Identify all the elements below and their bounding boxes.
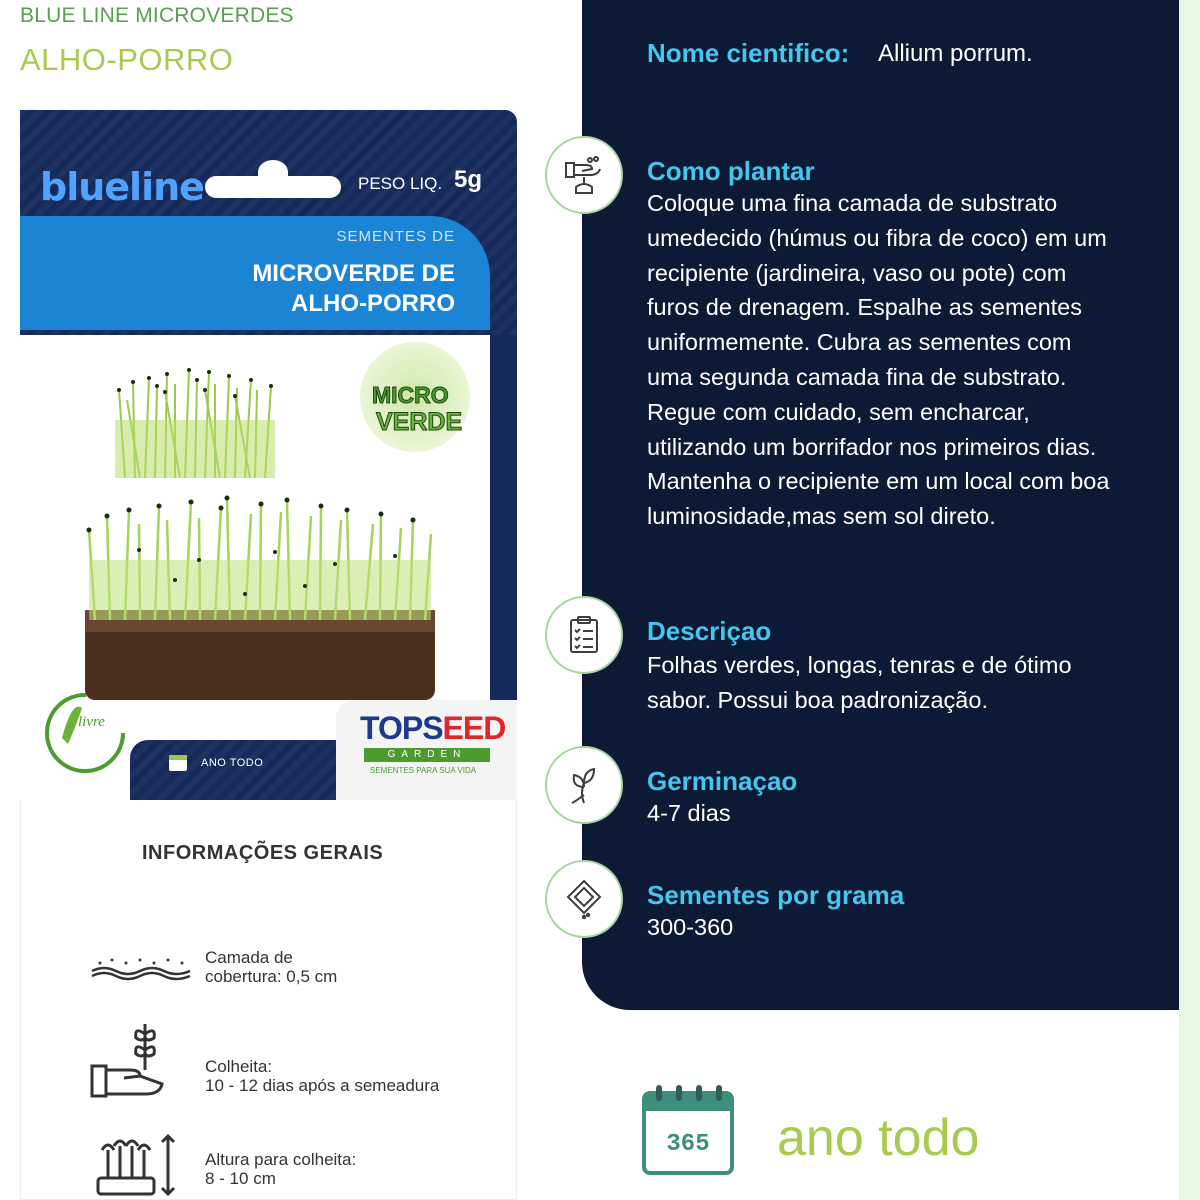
section-body-how-to-plant: Coloque uma fina camada de substrato umedecido (húmus ou fibra de coco) em um recipiente (jardineira, vaso ou pote) com furos de drenagem. Espalhe as sementes uniformemente. Cubra as sementes com uma segunda camada fina de substrato. Regue com cuidado, sem encharcar, utilizando um borrifador nos primeiros dias. Mantenha o recipiente em um local com boa luminosidade,mas sem sol direto. [647,190,1110,530]
section-heading-seeds-per-gram: Sementes por grama [647,880,905,910]
package-name-line1: MICROVERDE DE [252,260,455,287]
section-heading-description: Descriçao [647,616,772,646]
right-edge-strip [1179,0,1200,1200]
germination-icon-badge [545,746,623,824]
seeds-per-gram-icon-badge [545,860,623,938]
info-row-harvest-line1: Colheita: [205,1057,273,1076]
package-hanger-slot [205,176,341,198]
clipboard-list-icon [564,615,604,655]
seed-packet-icon [564,879,604,919]
info-row-coverage-line2: cobertura: 0,5 cm [205,967,338,986]
general-info-title: INFORMAÇÕES GERAIS [142,842,384,864]
package-calendar-icon [168,752,188,772]
harvest-hand-icon [90,1020,170,1102]
season-label: ano todo [777,1109,980,1167]
product-package-image [20,110,517,800]
info-row-height-line1: Altura para colheita: [205,1150,357,1169]
section-body-seeds-per-gram: 300-360 [647,914,734,940]
info-row-coverage [205,948,337,986]
maker-sub-label: GARDEN [364,748,490,762]
page-title: ALHO-PORRO [20,42,234,77]
microverde-badge-line2: VERDE [376,408,463,436]
maker-logo-part-a: TOPS [360,710,443,746]
info-row-height [205,1150,356,1188]
free-of-pesticides-badge-icon [42,690,128,776]
info-row-height-line2: 8 - 10 cm [205,1169,276,1188]
sprouts-small-image [105,360,285,480]
info-row-coverage-line1: Camada de [205,948,293,967]
scientific-name-value: Allium porrum. [878,40,1033,67]
description-icon-badge [545,596,623,674]
planting-hand-icon [564,155,604,195]
free-badge-label: livre [78,714,105,730]
scientific-name-label: Nome cientifico: [647,38,850,68]
calendar-365-icon [640,1083,736,1177]
section-heading-germination: Germinaçao [647,766,798,796]
maker-tagline: SEMENTES PARA SUA VIDA [370,766,477,775]
package-seeds-of: SEMENTES DE [336,228,455,245]
soil-layer-icon [90,955,194,981]
package-name-line2: ALHO-PORRO [291,290,455,317]
calendar-365-number: 365 [666,1131,710,1158]
sprouts-tray-image [75,490,445,705]
package-season-label: ANO TODO [201,757,264,769]
section-heading-how-to-plant: Como plantar [647,156,815,186]
package-weight-label: PESO LIQ. [358,174,443,193]
info-row-harvest [205,1057,439,1095]
planting-icon-badge [545,136,623,214]
height-tray-icon [96,1132,180,1198]
info-row-harvest-line2: 10 - 12 dias após a semeadura [205,1076,440,1095]
sprout-icon [564,765,604,805]
microverde-badge-line1: MICRO [372,382,449,408]
brand-line: BLUE LINE MICROVERDES [20,4,294,27]
section-body-germination: 4-7 dias [647,800,731,826]
package-logo: blueline [40,165,204,209]
maker-logo-part-b: EED [442,710,506,746]
section-body-description: Folhas verdes, longas, tenras e de ótimo sabor. Possui boa padronização. [647,652,1072,713]
maker-logo [360,710,505,747]
package-side-strip [490,335,517,705]
package-weight-value: 5g [454,166,483,193]
